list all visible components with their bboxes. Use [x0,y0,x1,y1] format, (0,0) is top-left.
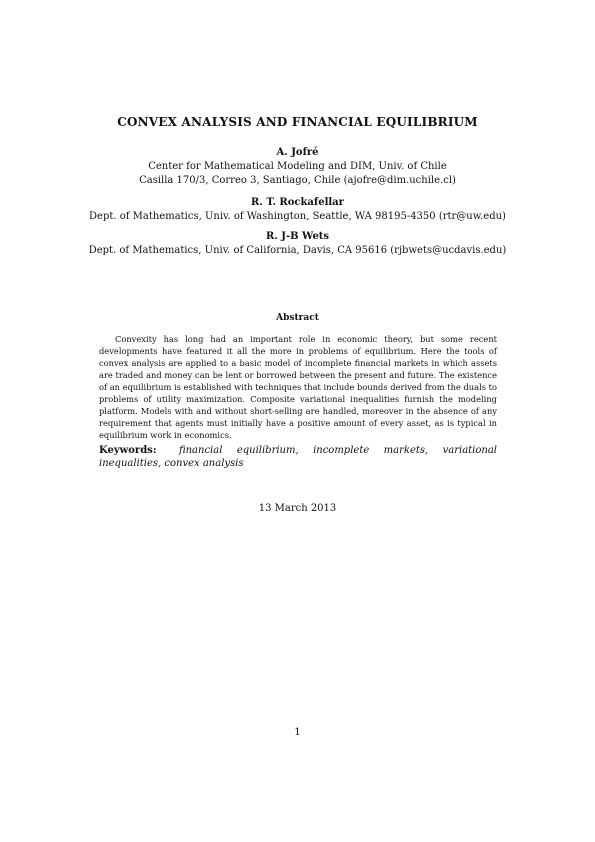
page-number: 1 [294,727,301,738]
abstract-heading: Abstract [276,313,319,323]
keywords-paragraph [99,444,497,470]
affiliation-line: Casilla 170/3, Correo 3, Santiago, Chile (ajofre@dim.uchile.cl) [139,175,456,186]
author-block-rockafellar [0,196,595,224]
affiliation-line: Dept. of Mathematics, Univ. of Washington, Seattle, WA 98195-4350 (rtr@uw.edu) [89,211,506,222]
author-block-jofre [0,146,595,188]
author-name: R. T. Rockafellar [251,197,344,208]
keywords-label: Keywords: [99,445,157,456]
paper-title: CONVEX ANALYSIS AND FINANCIAL EQUILIBRIUM [117,115,478,129]
author-name: R. J-B Wets [265,231,330,242]
paper-date: 13 March 2013 [258,503,337,514]
keywords-text: financial equilibrium, incomplete markets, variational inequalities, convex analysis [99,445,498,469]
abstract-body: Convexity has long had an important role in economic theory, but some recent developments have featured it all the more in problems of equilibrium. Here the tools of convex analysis are applied to a basic model of incomplete financial markets in which assets are traded and money can be lent or borrowed between the present and future. The existence of an equilibrium is established with techniques that include bounds derived from the duals to problems of utility maximization. Composite variational inequalities furnish the modeling platform. Models with and without short-selling are handled, moreover in the absence of any requirement that agents must initially have a positive amount of every asset, as is typical in equilibrium work in economics. [99,334,497,440]
author-block-wets [0,230,595,258]
author-name: A. Jofré [276,147,319,158]
affiliation-line: Dept. of Mathematics, Univ. of California, Davis, CA 95616 (rjbwets@ucdavis.edu) [88,245,507,256]
affiliation-line: Center for Mathematical Modeling and DIM, Univ. of Chile [148,161,447,172]
